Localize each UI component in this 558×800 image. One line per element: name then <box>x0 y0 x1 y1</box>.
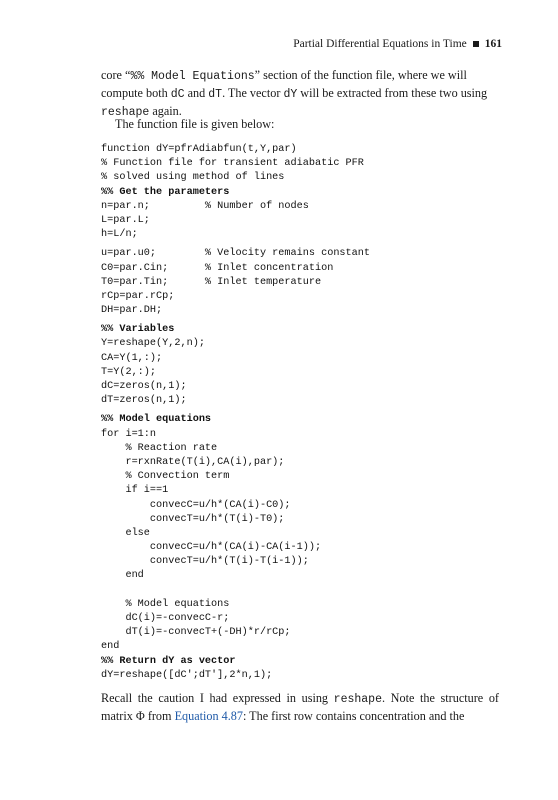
code-line: CA=Y(1,:); <box>101 352 163 364</box>
text-run: core “ <box>101 68 131 82</box>
inline-code: dT <box>208 88 223 101</box>
code-line: T=Y(2,:); <box>101 366 157 378</box>
code-line: dT(i)=-convecT+(-DH)*r/rCp; <box>101 627 291 639</box>
code-line: dT=zeros(n,1); <box>101 395 187 407</box>
text-run: . The vector <box>222 86 284 100</box>
code-line: convecC=u/h*(CA(i)-CA(i-1)); <box>101 542 322 554</box>
text-run: and <box>184 86 209 100</box>
text-run: Recall the caution I had expressed in using <box>101 691 334 705</box>
text-run: ” section of the function file, where we will compute both <box>101 68 467 100</box>
code-line: L=par.L; <box>101 214 150 226</box>
code-line: %% Get the parameters <box>101 186 230 198</box>
code-line: end <box>101 570 144 582</box>
text-run: . Note the structure of matrix Φ from <box>101 691 499 723</box>
square-bullet-icon <box>473 41 479 47</box>
code-line: else <box>101 527 150 539</box>
code-line: r=rxnRate(T(i),CA(i),par); <box>101 456 285 468</box>
code-line: n=par.n; % Number of nodes <box>101 200 309 212</box>
code-line: %% Model equations <box>101 414 212 426</box>
code-line: Y=reshape(Y,2,n); <box>101 338 205 350</box>
code-line: % solved using method of lines <box>101 172 285 184</box>
text-run: again. <box>149 104 182 118</box>
function-file-intro: The function file is given below: <box>115 117 275 131</box>
code-line: C0=par.Cin; % Inlet concentration <box>101 262 334 274</box>
running-title: Partial Differential Equations in Time <box>293 38 467 50</box>
code-line: dC(i)=-convecC-r; <box>101 613 230 624</box>
code-line: % Model equations <box>101 598 230 610</box>
code-line: end <box>101 641 120 653</box>
inline-code: reshape <box>101 106 150 119</box>
inline-code: dY <box>283 88 298 101</box>
intro-paragraph <box>101 67 499 121</box>
page-number: 161 <box>484 38 502 50</box>
code-line: convecT=u/h*(T(i)-T0); <box>101 513 285 525</box>
code-line <box>101 584 511 598</box>
text-run: will be extracted from these two using <box>297 86 488 100</box>
code-line: % Convection term <box>101 471 230 483</box>
code-line: % Reaction rate <box>101 442 218 454</box>
code-line: dC=zeros(n,1); <box>101 381 187 392</box>
code-line: DH=par.DH; <box>101 305 163 317</box>
code-line: convecT=u/h*(T(i)-T(i-1)); <box>101 556 309 568</box>
inline-code: %% Model Equations <box>130 70 255 83</box>
equation-link[interactable]: Equation 4.87 <box>174 709 243 723</box>
code-line: % Function file for transient adiabatic PFR <box>101 158 364 170</box>
code-line: h=L/n; <box>101 229 138 241</box>
code-line: dY=reshape([dC';dT'],2*n,1); <box>101 669 273 681</box>
code-line: rCp=par.rCp; <box>101 290 175 302</box>
code-listing <box>101 143 511 683</box>
code-line: %% Return dY as vector <box>101 655 236 667</box>
inline-code: reshape <box>333 693 382 706</box>
code-line: T0=par.Tin; % Inlet temperature <box>101 276 322 288</box>
inline-code: dC <box>170 88 185 101</box>
code-line: u=par.u0; % Velocity remains constant <box>101 248 370 260</box>
closing-paragraph <box>101 690 499 725</box>
text-run: : The first row contains concentration and the <box>242 709 465 723</box>
code-line: convecC=u/h*(CA(i)-C0); <box>101 499 291 511</box>
code-line: for i=1:n <box>101 428 157 440</box>
code-line: %% Variables <box>101 324 175 336</box>
code-line: if i==1 <box>101 485 169 497</box>
running-header <box>96 36 502 52</box>
code-line: function dY=pfrAdiabfun(t,Y,par) <box>101 144 297 155</box>
